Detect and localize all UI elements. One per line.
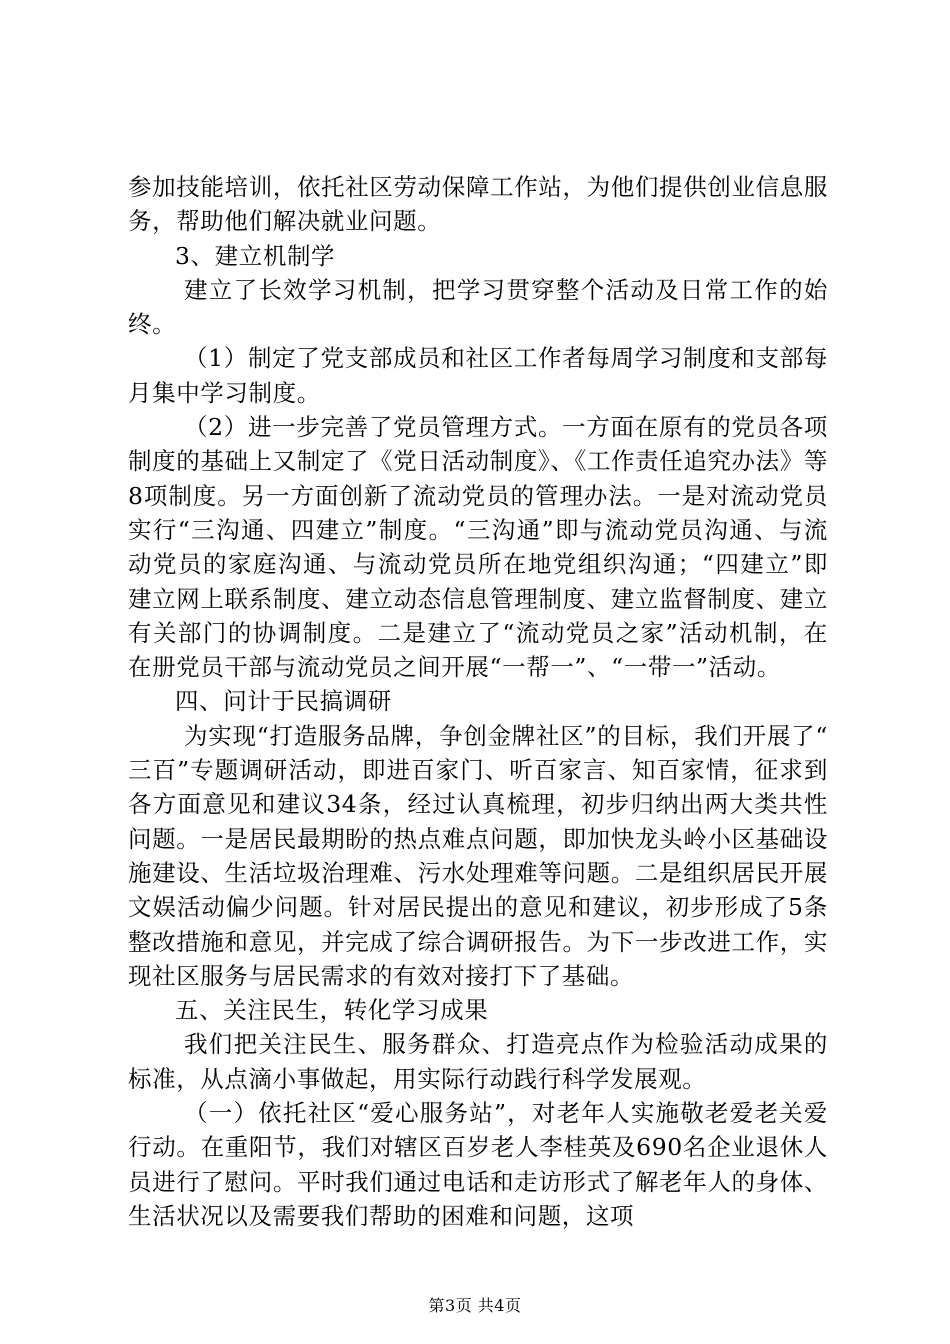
page-number-footer: 第3页 共4页 [428, 1296, 522, 1315]
paragraph-research: 为实现“打造服务品牌，争创金牌社区”的目标，我们开展了“三百”专题调研活动，即进百家门、听百家言、知百家情，征求到各方面意见和建议34条，经过认真梳理，初步归纳出两大类共性问题。一是居民最期盼的热点难点问题，即加快龙头岭小区基础设施建设、生活垃圾治理难、污水处理难等问题。二是组织居民开展文娱活动偏少问题。针对居民提出的意见和建议，初步形成了5条整改措施和意见，并完成了综合调研报告。为下一步改进工作，实现社区服务与居民需求的有效对接打下了基础。 [128, 721, 828, 990]
paragraph-learning-mechanism: 建立了长效学习机制，把学习贯穿整个活动及日常工作的始终。 [128, 275, 828, 339]
paragraph-item-2: （2）进一步完善了党员管理方式。一方面在原有的党员各项制度的基础上又制定了《党日活动制度》、《工作责任追究办法》等8项制度。另一方面创新了流动党员的管理办法。一是对流动党员实行“三沟通、四建立”制度。“三沟通”即与流动党员沟通、与流动党员的家庭沟通、与流动党员所在地党组织沟通；“四建立”即建立网上联系制度、建立动态信息管理制度、建立监督制度、建立有关部门的协调制度。二是建立了“流动党员之家”活动机制，在在册党员干部与流动党员之间开展“一帮一”、“一带一”活动。 [128, 413, 828, 682]
paragraph-elderly-care: （一）依托社区“爱心服务站”，对老年人实施敬老爱老关爱行动。在重阳节，我们对辖区百岁老人李桂英及690名企业退休人员进行了慰问。平时我们通过电话和走访形式了解老年人的身体、生活状况以及需要我们帮助的困难和问题，这项 [128, 1099, 828, 1230]
section-heading-4: 四、问计于民搞调研 [175, 687, 392, 716]
section-heading-3: 3、建立机制学 [175, 241, 336, 270]
paragraph-item-1: （1）制定了党支部成员和社区工作者每周学习制度和支部每月集中学习制度。 [128, 344, 828, 407]
paragraph-continuation: 参加技能培训，依托社区劳动保障工作站，为他们提供创业信息服务，帮助他们解决就业问题。 [128, 173, 828, 236]
paragraph-livelihood: 我们把关注民生、服务群众、打造亮点作为检验活动成果的标准，从点滴小事做起，用实际行动践行科学发展观。 [128, 1030, 828, 1093]
section-heading-5: 五、关注民生，转化学习成果 [175, 996, 489, 1025]
document-body [128, 170, 828, 1233]
